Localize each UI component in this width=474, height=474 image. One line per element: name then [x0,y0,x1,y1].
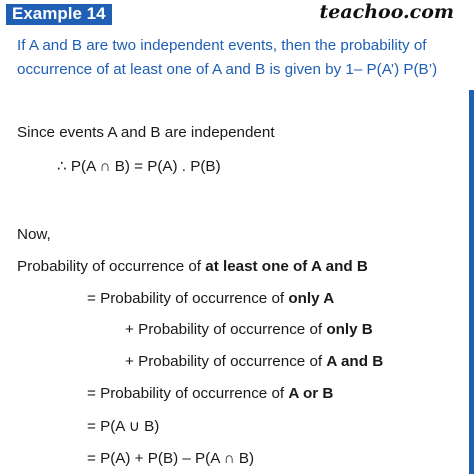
since-line: Since events A and B are independent [17,124,275,141]
equation-3-text: + Probability of occurrence of [125,353,327,370]
equation-4-text: = Probability of occurrence of [87,385,289,402]
probability-bold-text: at least one of A and B [205,258,368,275]
equation-1-bold-text: only A [288,290,335,307]
probability-text: Probability of occurrence of [17,258,206,275]
therefore-line: ∴ P(A ∩ B) = P(A) . P(B) [57,158,221,175]
equation-4-bold-text: A or B [288,385,334,402]
equation-line-3 [125,352,383,372]
equation-line-4 [87,384,333,404]
equation-3-bold-text: A and B [326,353,384,370]
brand-logo: teachoo.com [319,1,454,23]
equation-2-bold-text: only B [326,321,373,338]
example-label: Example 14 [6,4,112,25]
probability-line [17,257,368,277]
right-accent-bar [469,90,474,474]
equation-line-6: = P(A) + P(B) – P(A ∩ B) [87,450,255,467]
equation-line-2 [125,320,373,340]
equation-line-1 [87,289,334,309]
question-text: If A and B are two independent events, then the probability of occurrence of at least one of A and B is given by 1– P(A’) P(B’) [17,37,438,78]
now-line: Now, [17,226,51,243]
equation-2-text: + Probability of occurrence of [125,321,327,338]
equation-1-text: = Probability of occurrence of [87,290,289,307]
equation-line-5: = P(A ∪ B) [87,418,160,435]
